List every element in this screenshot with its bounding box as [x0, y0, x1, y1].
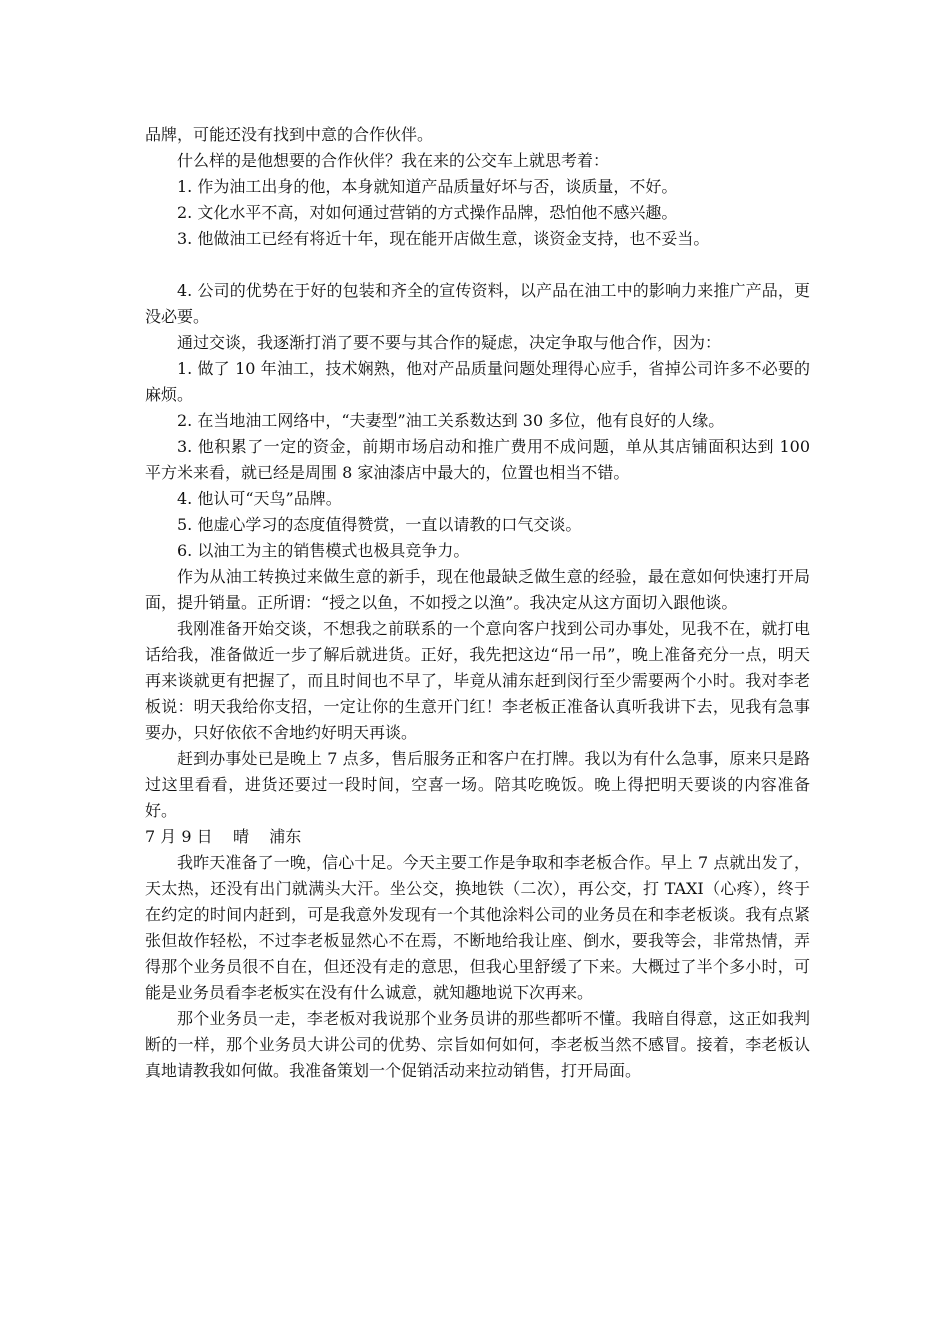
- paragraph: 那个业务员一走，李老板对我说那个业务员讲的那些都听不懂。我暗自得意，这正如我判断的一样，那个业务员大讲公司的优势、宗旨如何如何，李老板当然不感冒。接着，李老板认真地请教我如何做。我准备策划一个促销活动来拉动销售，打开局面。: [145, 1009, 810, 1080]
- diary-date-heading: 7 月 9 日 晴 浦东: [145, 827, 302, 846]
- paragraph: 我昨天准备了一晚，信心十足。今天主要工作是争取和李老板合作。早上 7 点就出发了，天太热，还没有出门就满头大汗。坐公交，换地铁（二次），再公交，打 TAXI（心疼），终于在约定的时间内赶到，可是我意外发现有一个其他涂料公司的业务员在和李老板谈。我有点紧张但故作轻松，不过李老板显然心不在焉，不断地给我让座、倒水，要我等会，非常热情，弄得那个业务员很不自在，但还没有走的意思，但我心里舒缓了下来。大概过了半个多小时，可能是业务员看李老板实在没有什么诚意，就知趣地说下次再来。: [145, 853, 810, 1002]
- paragraph: 品牌，可能还没有找到中意的合作伙伴。: [145, 125, 434, 144]
- list-item: 2. 文化水平不高，对如何通过营销的方式操作品牌，恐怕他不感兴趣。: [177, 203, 678, 222]
- list-item: 2. 在当地油工网络中，“夫妻型”油工关系数达到 30 多位，他有良好的人缘。: [177, 411, 725, 430]
- list-item: 5. 他虚心学习的态度值得赞赏，一直以请教的口气交谈。: [177, 515, 582, 534]
- list-item: 3. 他做油工已经有将近十年，现在能开店做生意，谈资金支持，也不妥当。: [177, 229, 710, 248]
- blank-line: [145, 252, 810, 278]
- list-item: 4. 他认可“天鸟”品牌。: [177, 489, 342, 508]
- paragraph: 我刚准备开始交谈，不想我之前联系的一个意向客户找到公司办事处，见我不在，就打电话给我，准备做近一步了解后就进货。正好，我先把这边“吊一吊”，晚上准备充分一点，明天再来谈就更有把握了，而且时间也不早了，毕竟从浦东赶到闵行至少需要两个小时。我对李老板说：明天我给你支招，一定让你的生意开门红！李老板正准备认真听我讲下去，见我有急事要办，只好依依不舍地约好明天再谈。: [145, 619, 810, 742]
- paragraph: 什么样的是他想要的合作伙伴？我在来的公交车上就思考着：: [177, 151, 610, 170]
- paragraph: 赶到办事处已是晚上 7 点多，售后服务正和客户在打牌。我以为有什么急事，原来只是路过这里看看，进货还要过一段时间，空喜一场。陪其吃晚饭。晚上得把明天要谈的内容准备好。: [145, 749, 810, 820]
- paragraph: 通过交谈，我逐渐打消了要不要与其合作的疑虑，决定争取与他合作，因为：: [177, 333, 722, 352]
- document-page: [145, 122, 810, 1084]
- list-item: 6. 以油工为主的销售模式也极具竞争力。: [177, 541, 470, 560]
- list-item: 1. 作为油工出身的他，本身就知道产品质量好坏与否，谈质量，不好。: [177, 177, 678, 196]
- list-item: 3. 他积累了一定的资金，前期市场启动和推广费用不成问题，单从其店铺面积达到 100 平方米来看，就已经是周围 8 家油漆店中最大的，位置也相当不错。: [145, 437, 810, 482]
- paragraph: 作为从油工转换过来做生意的新手，现在他最缺乏做生意的经验，最在意如何快速打开局面，提升销量。正所谓：“授之以鱼，不如授之以渔”。我决定从这方面切入跟他谈。: [145, 567, 810, 612]
- list-item: 1. 做了 10 年油工，技术娴熟，他对产品质量问题处理得心应手，省掉公司许多不必要的麻烦。: [145, 359, 810, 404]
- list-item: 4. 公司的优势在于好的包装和齐全的宣传资料，以产品在油工中的影响力来推广产品，更没必要。: [145, 281, 810, 326]
